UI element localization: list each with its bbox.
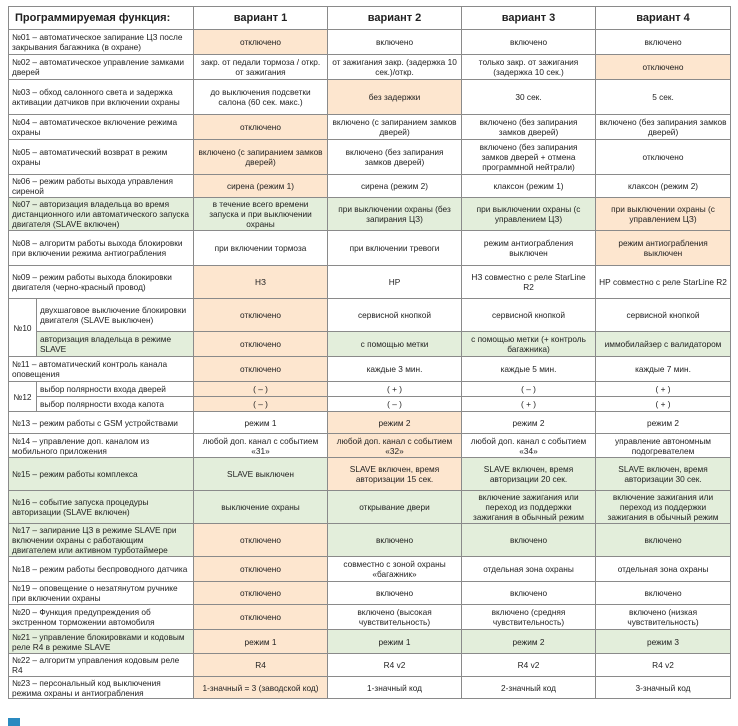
variant-3-value: ( + ): [462, 397, 596, 412]
table-row: [9, 630, 731, 654]
variant-3-value: включено (без запирания замков дверей + отмена программной нейтрали): [462, 140, 596, 175]
table-row: [9, 491, 731, 524]
function-name: №18 – режим работы беспроводного датчика: [9, 557, 194, 582]
function-name: №20 – Функция предупреждения об экстренном торможении автомобиля: [9, 605, 194, 630]
table-body: [9, 30, 731, 699]
variant-2-value: включено (без запирания замков дверей): [328, 140, 462, 175]
function-name: №16 – событие запуска процедуры авторизации (SLAVE включен): [9, 491, 194, 524]
table-row: [9, 677, 731, 699]
page-corner-mark: [8, 718, 20, 726]
variant-4-value: включено: [596, 30, 731, 55]
variant-1-value: НЗ: [194, 266, 328, 299]
variant-1-value: выключение охраны: [194, 491, 328, 524]
variant-4-value: режим антиограбления выключен: [596, 231, 731, 266]
table-row: [9, 115, 731, 140]
function-group-number: №12: [9, 382, 37, 412]
variant-3-value: при выключении охраны (с управлением ЦЗ): [462, 198, 596, 231]
table-row: [9, 524, 731, 557]
variant-2-value: включено: [328, 582, 462, 605]
variant-3-value: 2-значный код: [462, 677, 596, 699]
variant-3-value: включено: [462, 30, 596, 55]
variant-1-value: включено (с запиранием замков дверей): [194, 140, 328, 175]
variant-1-value: отключено: [194, 557, 328, 582]
variant-4-value: иммобилайзер с валидатором: [596, 332, 731, 357]
variant-2-value: сирена (режим 2): [328, 175, 462, 198]
variant-4-value: ( + ): [596, 382, 731, 397]
table-row: [9, 266, 731, 299]
variant-1-value: ( – ): [194, 397, 328, 412]
header-variant-4: вариант 4: [596, 7, 731, 30]
table-row: [9, 357, 731, 382]
function-name: №19 – оповещение о незатянутом ручнике при включении охраны: [9, 582, 194, 605]
variant-4-value: 5 сек.: [596, 80, 731, 115]
variant-1-value: ( – ): [194, 382, 328, 397]
variant-1-value: SLAVE выключен: [194, 458, 328, 491]
variant-4-value: ( + ): [596, 397, 731, 412]
variant-3-value: SLAVE включен, время авторизации 20 сек.: [462, 458, 596, 491]
table-row: [9, 231, 731, 266]
variant-1-value: в течение всего времени запуска и при выключении охраны: [194, 198, 328, 231]
table-row: [9, 30, 731, 55]
table-row: [9, 582, 731, 605]
function-name: №04 – автоматическое включение режима охраны: [9, 115, 194, 140]
variant-1-value: отключено: [194, 30, 328, 55]
table-row: [9, 198, 731, 231]
function-name: №22 – алгоритм управления кодовым реле R4: [9, 654, 194, 677]
variant-2-value: при включении тревоги: [328, 231, 462, 266]
table-row: [9, 654, 731, 677]
variant-4-value: 3-значный код: [596, 677, 731, 699]
variant-2-value: включено (высокая чувствительность): [328, 605, 462, 630]
variant-2-value: R4 v2: [328, 654, 462, 677]
function-group-number: №10: [9, 299, 37, 357]
function-name: №06 – режим работы выхода управления сиреной: [9, 175, 194, 198]
variant-3-value: режим антиограбления выключен: [462, 231, 596, 266]
variant-2-value: включено (с запиранием замков дверей): [328, 115, 462, 140]
function-name: №01 – автоматическое запирание ЦЗ после закрывания багажника (в охране): [9, 30, 194, 55]
variant-2-value: SLAVE включен, время авторизации 15 сек.: [328, 458, 462, 491]
variant-2-value: любой доп. канал с событием «32»: [328, 434, 462, 458]
table-row: [9, 434, 731, 458]
table-row: [9, 140, 731, 175]
function-name: выбор полярности входа капота: [37, 397, 194, 412]
table-row: [9, 557, 731, 582]
variant-2-value: открывание двери: [328, 491, 462, 524]
variant-4-value: отключено: [596, 55, 731, 80]
variant-4-value: включено (без запирания замков дверей): [596, 115, 731, 140]
variant-1-value: любой доп. канал с событием «31»: [194, 434, 328, 458]
variant-3-value: включение зажигания или переход из поддержки зажигания в обычный режим: [462, 491, 596, 524]
function-name: №15 – режим работы комплекса: [9, 458, 194, 491]
function-name: №14 – управление доп. каналом из мобильного приложения: [9, 434, 194, 458]
function-name: №21 – управление блокировками и кодовым реле R4 в режиме SLAVE: [9, 630, 194, 654]
variant-1-value: отключено: [194, 357, 328, 382]
variant-1-value: 1-значный = 3 (заводской код): [194, 677, 328, 699]
variant-3-value: режим 2: [462, 630, 596, 654]
variant-4-value: режим 3: [596, 630, 731, 654]
variant-4-value: включение зажигания или переход из поддержки зажигания в обычный режим: [596, 491, 731, 524]
variant-4-value: НР совместно с реле StarLine R2: [596, 266, 731, 299]
function-name: №11 – автоматический контроль канала оповещения: [9, 357, 194, 382]
header-function: Программируемая функция:: [9, 7, 194, 30]
variant-2-value: каждые 3 мин.: [328, 357, 462, 382]
variant-4-value: R4 v2: [596, 654, 731, 677]
variant-3-value: ( – ): [462, 382, 596, 397]
table-row: [9, 175, 731, 198]
variant-3-value: включено: [462, 524, 596, 557]
function-name: №07 – авторизация владельца во время дистанционного или автоматического запуска двигателя (SLAVE включен): [9, 198, 194, 231]
variant-2-value: с помощью метки: [328, 332, 462, 357]
variant-4-value: включено: [596, 524, 731, 557]
variant-4-value: при выключении охраны (с управлением ЦЗ): [596, 198, 731, 231]
variant-2-value: от зажигания закр. (задержка 10 сек.)/откр.: [328, 55, 462, 80]
function-name: №08 – алгоритм работы выхода блокировки при включении режима антиограбления: [9, 231, 194, 266]
variant-1-value: R4: [194, 654, 328, 677]
table-row: [9, 605, 731, 630]
table-header-row: [9, 7, 731, 30]
function-name: №05 – автоматический возврат в режим охраны: [9, 140, 194, 175]
variant-1-value: режим 1: [194, 412, 328, 434]
variant-3-value: НЗ совместно с реле StarLine R2: [462, 266, 596, 299]
variant-3-value: включено (средняя чувствительность): [462, 605, 596, 630]
function-name: №17 – запирание ЦЗ в режиме SLAVE при включении охраны с работающим двигателем или активном турботаймере: [9, 524, 194, 557]
variant-2-value: включено: [328, 30, 462, 55]
table-row: [9, 382, 731, 397]
variant-1-value: при включении тормоза: [194, 231, 328, 266]
table-row: [9, 299, 731, 332]
function-name: авторизация владельца в режиме SLAVE: [37, 332, 194, 357]
variant-2-value: режим 1: [328, 630, 462, 654]
header-variant-3: вариант 3: [462, 7, 596, 30]
variant-3-value: отдельная зона охраны: [462, 557, 596, 582]
variant-3-value: любой доп. канал с событием «34»: [462, 434, 596, 458]
table-row: [9, 412, 731, 434]
variant-3-value: режим 2: [462, 412, 596, 434]
variant-4-value: клаксон (режим 2): [596, 175, 731, 198]
function-name: №23 – персональный код выключения режима охраны и антиограбления: [9, 677, 194, 699]
function-name: №03 – обход салонного света и задержка активации датчиков при включении охраны: [9, 80, 194, 115]
header-variant-1: вариант 1: [194, 7, 328, 30]
variant-2-value: включено: [328, 524, 462, 557]
variant-3-value: клаксон (режим 1): [462, 175, 596, 198]
variant-3-value: только закр. от зажигания (задержка 10 сек.): [462, 55, 596, 80]
variant-4-value: отдельная зона охраны: [596, 557, 731, 582]
variant-1-value: до выключения подсветки салона (60 сек. макс.): [194, 80, 328, 115]
variant-1-value: сирена (режим 1): [194, 175, 328, 198]
variant-4-value: режим 2: [596, 412, 731, 434]
table-row: [9, 458, 731, 491]
variant-2-value: режим 2: [328, 412, 462, 434]
variant-1-value: режим 1: [194, 630, 328, 654]
function-name: №09 – режим работы выхода блокировки двигателя (черно-красный провод): [9, 266, 194, 299]
variant-3-value: 30 сек.: [462, 80, 596, 115]
variant-4-value: управление автономным подогревателем: [596, 434, 731, 458]
variant-2-value: ( – ): [328, 397, 462, 412]
variant-1-value: отключено: [194, 582, 328, 605]
variant-4-value: включено (низкая чувствительность): [596, 605, 731, 630]
variant-2-value: совместно с зоной охраны «багажник»: [328, 557, 462, 582]
variant-4-value: отключено: [596, 140, 731, 175]
variant-3-value: включено (без запирания замков дверей): [462, 115, 596, 140]
variant-1-value: отключено: [194, 332, 328, 357]
variant-1-value: закр. от педали тормоза / откр. от зажигания: [194, 55, 328, 80]
variant-3-value: включено: [462, 582, 596, 605]
table-row: [9, 55, 731, 80]
variant-3-value: сервисной кнопкой: [462, 299, 596, 332]
variant-4-value: сервисной кнопкой: [596, 299, 731, 332]
variant-2-value: ( + ): [328, 382, 462, 397]
variant-2-value: при выключении охраны (без запирания ЦЗ): [328, 198, 462, 231]
variant-3-value: R4 v2: [462, 654, 596, 677]
table-row: [9, 80, 731, 115]
settings-table: [8, 6, 731, 699]
variant-1-value: отключено: [194, 115, 328, 140]
variant-3-value: с помощью метки (+ контроль багажника): [462, 332, 596, 357]
variant-2-value: без задержки: [328, 80, 462, 115]
function-name: двухшаговое выключение блокировки двигателя (SLAVE выключен): [37, 299, 194, 332]
variant-2-value: 1-значный код: [328, 677, 462, 699]
variant-4-value: SLAVE включен, время авторизации 30 сек.: [596, 458, 731, 491]
variant-4-value: включено: [596, 582, 731, 605]
variant-1-value: отключено: [194, 605, 328, 630]
variant-3-value: каждые 5 мин.: [462, 357, 596, 382]
variant-1-value: отключено: [194, 299, 328, 332]
variant-4-value: каждые 7 мин.: [596, 357, 731, 382]
variant-2-value: сервисной кнопкой: [328, 299, 462, 332]
table-row: [9, 332, 731, 357]
function-name: выбор полярности входа дверей: [37, 382, 194, 397]
function-name: №02 – автоматическое управление замками дверей: [9, 55, 194, 80]
function-name: №13 – режим работы с GSM устройствами: [9, 412, 194, 434]
table-row: [9, 397, 731, 412]
variant-1-value: отключено: [194, 524, 328, 557]
variant-2-value: НР: [328, 266, 462, 299]
header-variant-2: вариант 2: [328, 7, 462, 30]
